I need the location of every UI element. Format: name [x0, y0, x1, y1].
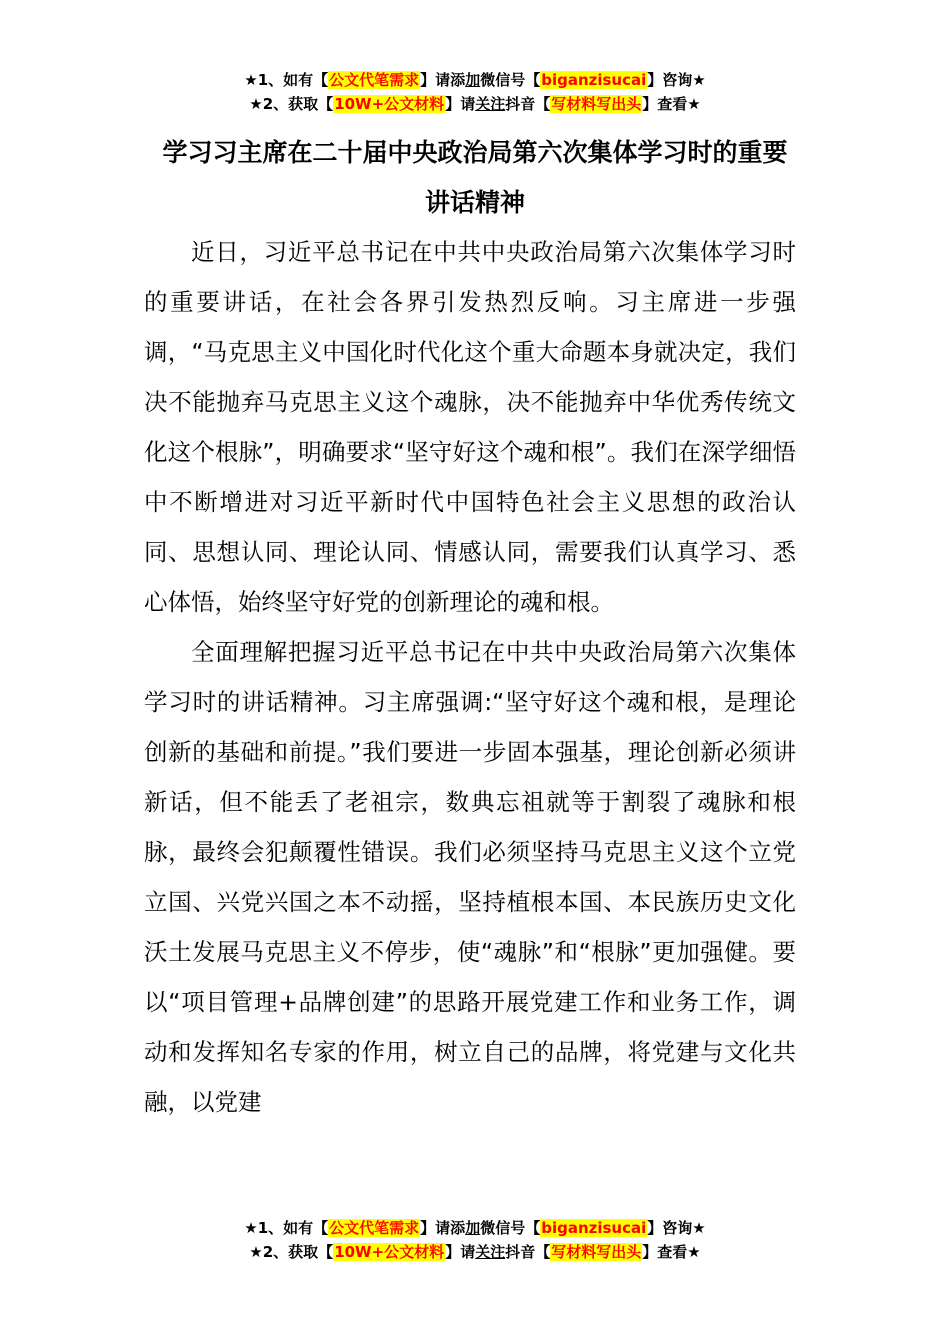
banner-line-2-prefix: ★2、获取【 — [249, 95, 334, 113]
banner-highlight-douyin: 写材料写出头 — [551, 95, 642, 113]
banner-line-2-mid: 】请 — [445, 95, 476, 113]
title-line-1: 学习习主席在二十届中央政治局第六次集体学习时的重要 — [162, 138, 788, 167]
banner-line-1-emph: 加 — [465, 71, 481, 89]
footer-line-1-prefix: ★1、如有【 — [244, 1219, 329, 1237]
banner-line-1-mid2: 微信号【 — [480, 71, 541, 89]
banner-highlight-wechat-id: biganzisucai — [541, 71, 647, 89]
banner-highlight-materials: 10W+公文材料 — [334, 95, 445, 113]
footer-line-1-mid: 】请添 — [420, 1219, 466, 1237]
footer-highlight-douyin: 写材料写出头 — [551, 1243, 642, 1261]
document-body — [144, 227, 796, 1127]
banner-line-2-mid2: 抖音【 — [505, 95, 551, 113]
footer-highlight-wechat-id: biganzisucai — [541, 1219, 647, 1237]
banner-line-2 — [0, 92, 950, 116]
banner-line-1-prefix: ★1、如有【 — [244, 71, 329, 89]
footer-line-1-mid2: 微信号【 — [480, 1219, 541, 1237]
footer-line-2-suffix: 】查看★ — [642, 1243, 701, 1261]
banner-line-1-suffix: 】咨询★ — [647, 71, 706, 89]
footer-banner-line-1 — [0, 1216, 950, 1240]
banner-line-1 — [0, 68, 950, 92]
document-title — [140, 128, 810, 228]
footer-line-2-mid2: 抖音【 — [505, 1243, 551, 1261]
footer-line-2-mid: 】请 — [445, 1243, 476, 1261]
footer-line-1-emph: 加 — [465, 1219, 481, 1237]
header-banner — [0, 68, 950, 116]
footer-highlight-service: 公文代笔需求 — [329, 1219, 420, 1237]
banner-line-1-mid: 】请添 — [420, 71, 466, 89]
footer-line-2-prefix: ★2、获取【 — [249, 1243, 334, 1261]
footer-line-1-suffix: 】咨询★ — [647, 1219, 706, 1237]
banner-highlight-service: 公文代笔需求 — [329, 71, 420, 89]
footer-highlight-materials: 10W+公文材料 — [334, 1243, 445, 1261]
body-paragraph-2: 全面理解把握习近平总书记在中共中央政治局第六次集体学习时的讲话精神。习主席强调:“坚守好这个魂和根，是理论创新的基础和前提。”我们要进一步固本强基，理论创新必须讲新话，但不能丢了老祖宗，数典忘祖就等于割裂了魂脉和根脉，最终会犯颠覆性错误。我们必须坚持马克思主义这个立党立国、兴党兴国之本不动摇，坚持植根本国、本民族历史文化沃土发展马克思主义不停步，使“魂脉”和“根脉”更加强健。要以“项目管理+品牌创建”的思路开展党建工作和业务工作，调动和发挥知名专家的作用，树立自己的品牌，将党建与文化共融，以党建 — [144, 638, 796, 1116]
banner-line-2-emph: 关注 — [475, 95, 506, 113]
banner-line-2-suffix: 】查看★ — [642, 95, 701, 113]
footer-banner-line-2 — [0, 1240, 950, 1264]
footer-line-2-emph: 关注 — [475, 1243, 506, 1261]
body-paragraph-1: 近日，习近平总书记在中共中央政治局第六次集体学习时的重要讲话，在社会各界引发热烈反响。习主席进一步强调，“马克思主义中国化时代化这个重大命题本身就决定，我们决不能抛弃马克思主义这个魂脉，决不能抛弃中华优秀传统文化这个根脉”，明确要求“坚守好这个魂和根”。我们在深学细悟中不断增进对习近平新时代中国特色社会主义思想的政治认同、思想认同、理论认同、情感认同，需要我们认真学习、悉心体悟，始终坚守好党的创新理论的魂和根。 — [144, 238, 796, 616]
title-line-2: 讲话精神 — [424, 188, 525, 217]
footer-banner — [0, 1216, 950, 1264]
